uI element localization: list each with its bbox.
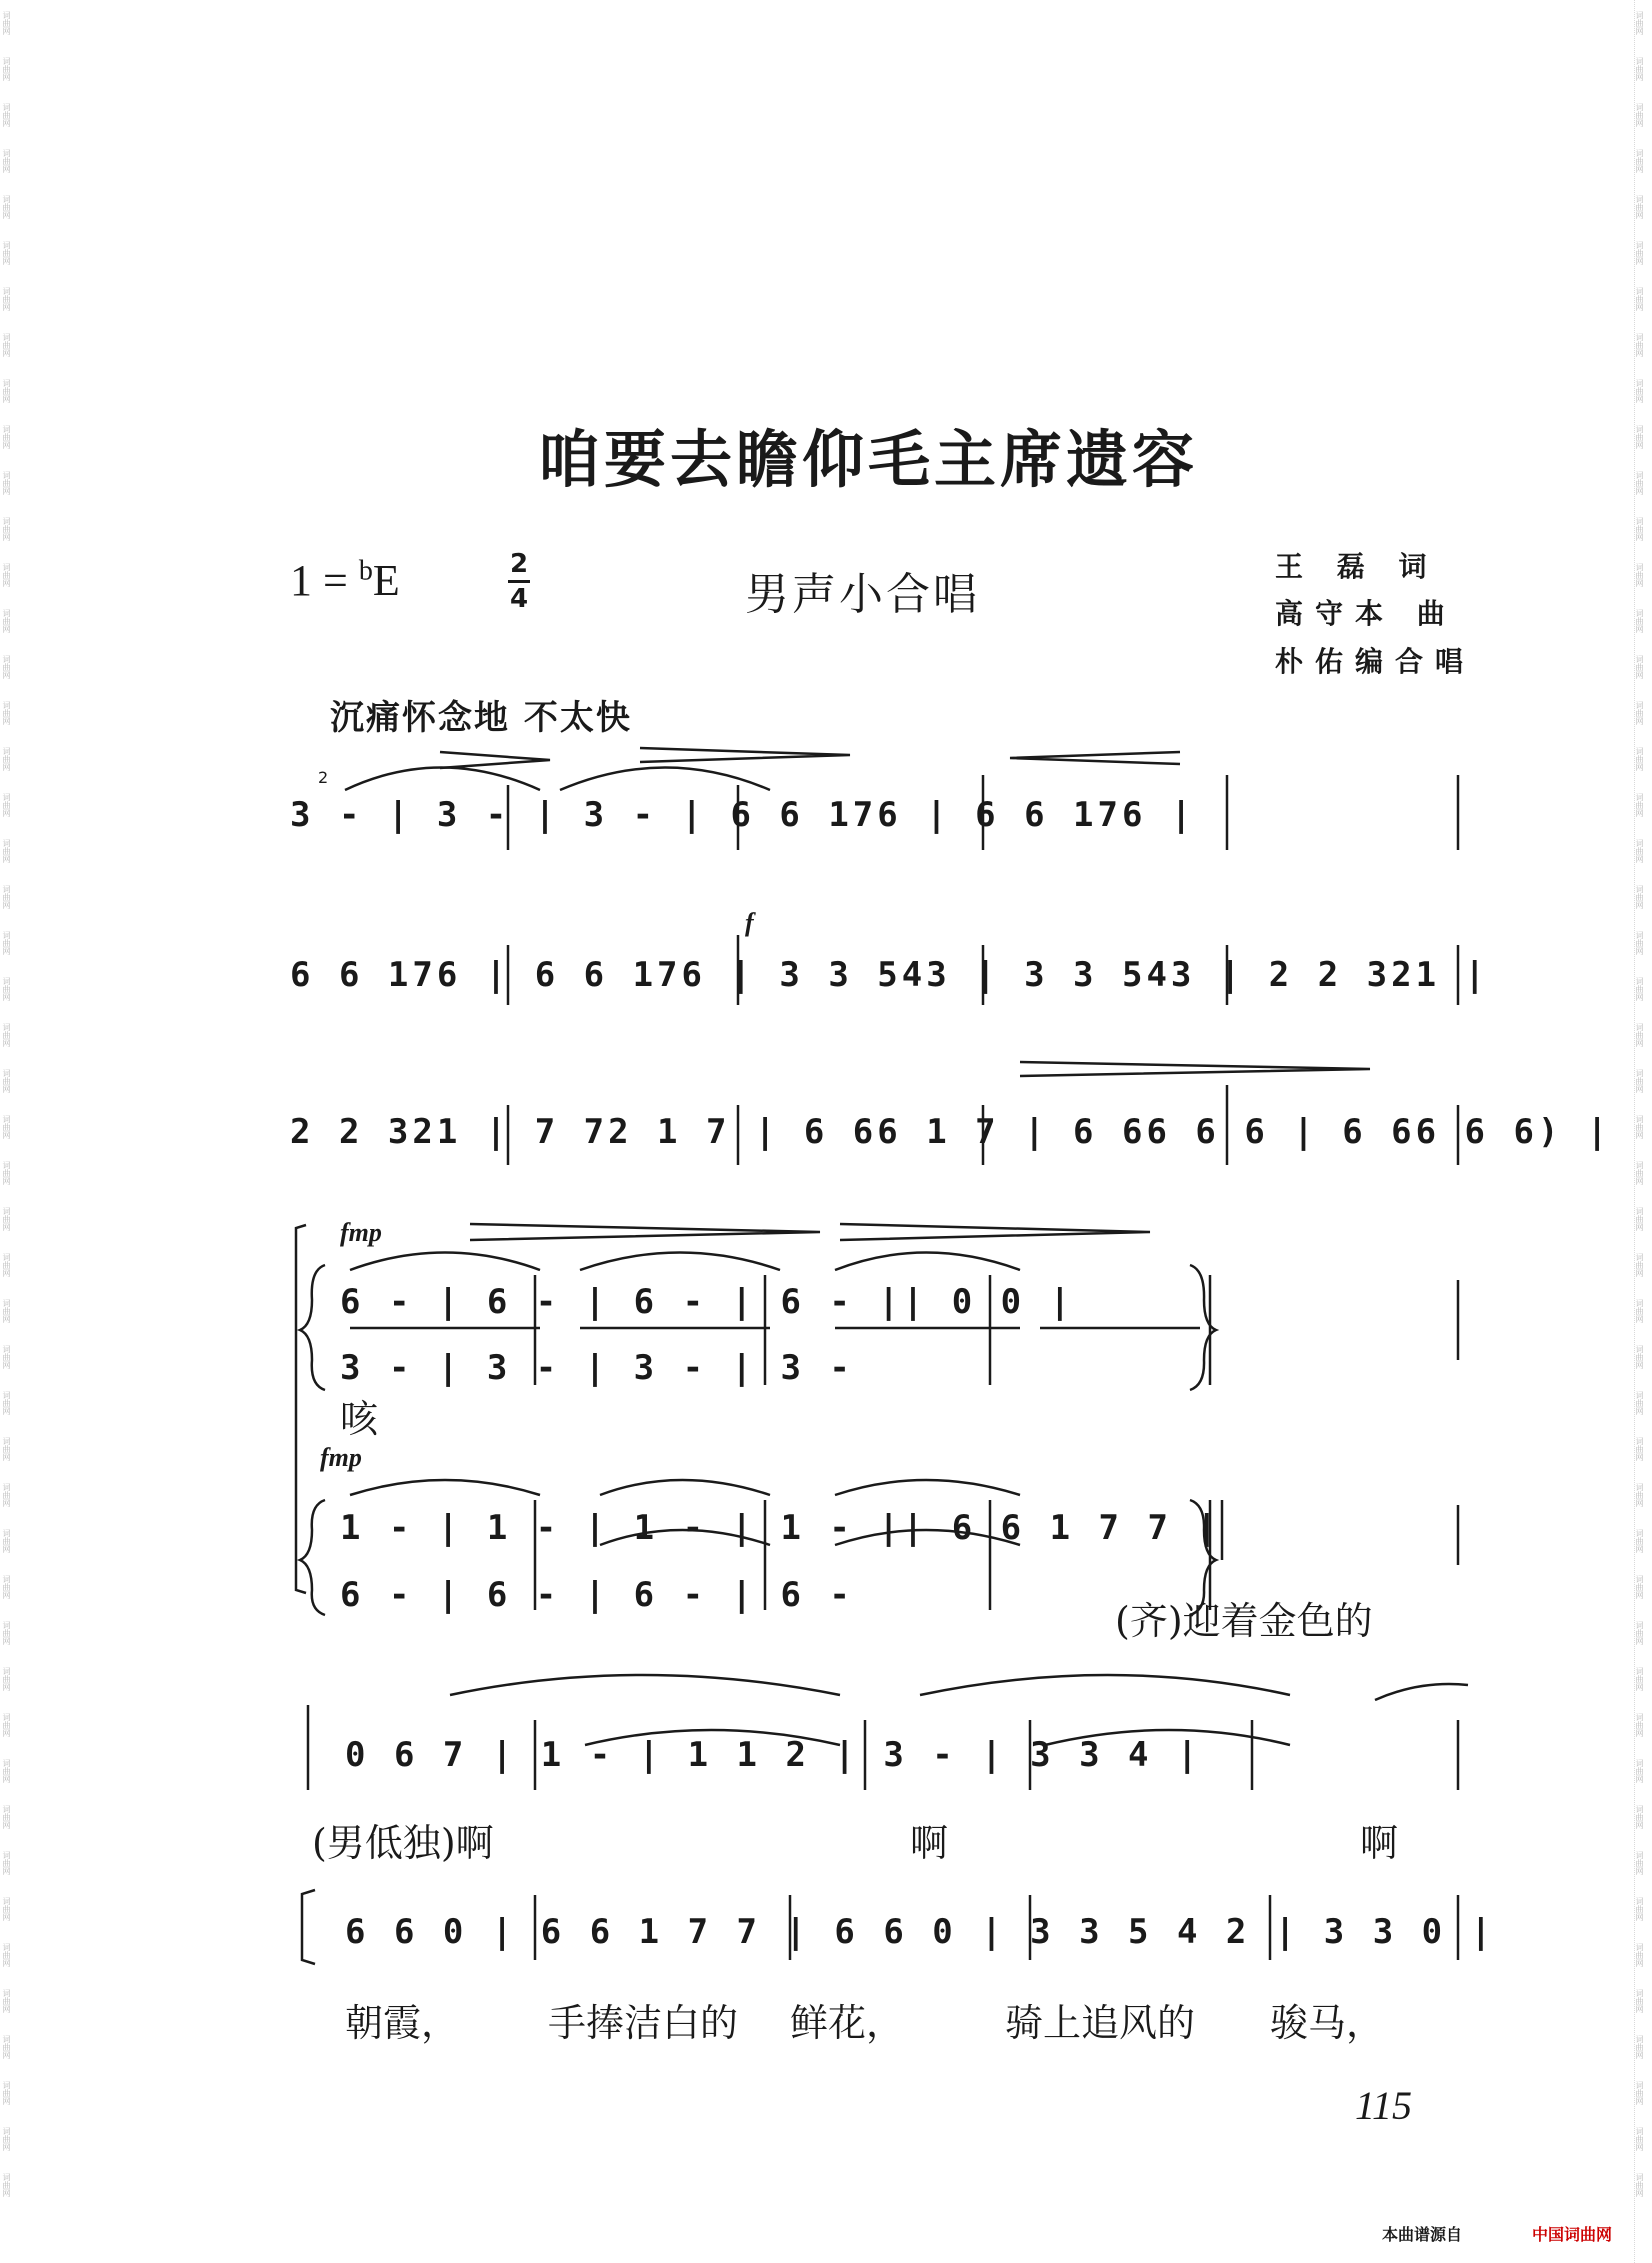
lyric-last-4: 骑上追风的 xyxy=(1005,2001,1196,2045)
lyric-nan-di-du: (男低独)啊 xyxy=(312,1821,494,1865)
lyric-a-2: 啊 xyxy=(1360,1821,1399,1865)
dynamic-fmp-upper: fmp xyxy=(340,1218,382,1247)
score-row-2: 6 6 176 | 6 6 176 | 3 3 543 | 3 3 543 | 2 2 321 | xyxy=(290,955,1490,995)
arranger-credit: 朴佑编合唱 xyxy=(1275,645,1476,678)
composer-credit: 高守本 曲 xyxy=(1275,597,1457,630)
lyric-qi: (齐)迎着金色的 xyxy=(1115,1599,1373,1643)
score-row-4: 6 - | 6 - | 6 - | 6 - || 0 0 | xyxy=(340,1282,1075,1322)
left-watermark-strip: 词曲网 词曲网 词曲网 词曲网 词曲网 词曲网 词曲网 词曲网 词曲网 词曲网 词曲网 词曲网 词曲网 词曲网 词曲网 词曲网 词曲网 词曲网 词曲网 词曲网 词曲网 词曲网 词曲网 词曲网 词曲网 词曲网 词曲网 词曲网 词曲网 词曲网 词曲网 词曲网 词曲网 词曲网 词曲网 词曲网 词曲网 词曲网 词曲网 词曲网 词曲网 词曲网 词曲网 词曲网 词曲网 词曲网 词曲网 词曲网 xyxy=(2,11,11,2197)
key-signature xyxy=(290,555,400,606)
right-watermark-strip: 词曲网 词曲网 词曲网 词曲网 词曲网 词曲网 词曲网 词曲网 词曲网 词曲网 词曲网 词曲网 词曲网 词曲网 词曲网 词曲网 词曲网 词曲网 词曲网 词曲网 词曲网 词曲网 词曲网 词曲网 词曲网 词曲网 词曲网 词曲网 词曲网 词曲网 词曲网 词曲网 词曲网 词曲网 词曲网 词曲网 词曲网 词曲网 词曲网 词曲网 词曲网 词曲网 词曲网 词曲网 词曲网 词曲网 词曲网 词曲网 xyxy=(1634,0,1649,2263)
time-signature xyxy=(508,550,530,613)
lyric-hai: 咳 xyxy=(340,1397,379,1441)
key-flat: b xyxy=(358,555,373,587)
source-label: 本曲谱源自 xyxy=(1382,2225,1463,2244)
tempo-marking: 沉痛怀念地 不太快 xyxy=(330,698,632,738)
page-number: 115 xyxy=(1355,2083,1413,2128)
key-prefix: 1 = xyxy=(290,556,348,605)
time-bottom: 4 xyxy=(509,584,529,614)
lyric-last-2: 手捧洁白的 xyxy=(548,2001,739,2045)
source-site-link[interactable]: 中国词曲网 xyxy=(1532,2225,1613,2244)
score-row-3: 2 2 321 | 7 72 1 7 | 6 66 1 7 | 6 66 6 6 | 6 66 6 6) | xyxy=(290,1112,1612,1152)
score-row-8: 0 6 7 | 1 - | 1 1 2 | 3 - | 3 3 4 | xyxy=(345,1735,1202,1775)
lyric-last-5: 骏马， xyxy=(1270,2001,1385,2045)
genre-label: 男声小合唱 xyxy=(745,569,980,620)
dynamic-f: f xyxy=(745,908,754,937)
score-row-9: 6 6 0 | 6 6 1 7 7 | 6 6 0 | 3 3 5 4 2 | 3 3 0 | xyxy=(345,1912,1496,1952)
lyricist-credit: 王 磊 词 xyxy=(1275,550,1439,583)
score-row-1: 3 - | 3 - | 3 - | 6 6 176 | 6 6 176 | xyxy=(290,795,1196,835)
lyric-last-1: 朝霞， xyxy=(345,2001,460,2045)
dynamic-fmp-lower: fmp xyxy=(320,1443,362,1472)
lyric-last-3: 鲜花， xyxy=(790,2001,905,2045)
lyric-a-1: 啊 xyxy=(910,1821,949,1865)
score-row-6: 1 - | 1 - | 1 - | 1 - || 6 6 1 7 7 | xyxy=(340,1508,1221,1548)
key-note: E xyxy=(372,556,400,605)
song-title: 咱要去瞻仰毛主席遗容 xyxy=(538,423,1199,496)
score-row-5: 3 - | 3 - | 3 - | 3 - xyxy=(340,1348,854,1388)
time-top: 2 xyxy=(509,549,529,579)
score-row-7: 6 - | 6 - | 6 - | 6 - xyxy=(340,1575,854,1615)
corner-time-mark: 2 xyxy=(318,768,329,787)
